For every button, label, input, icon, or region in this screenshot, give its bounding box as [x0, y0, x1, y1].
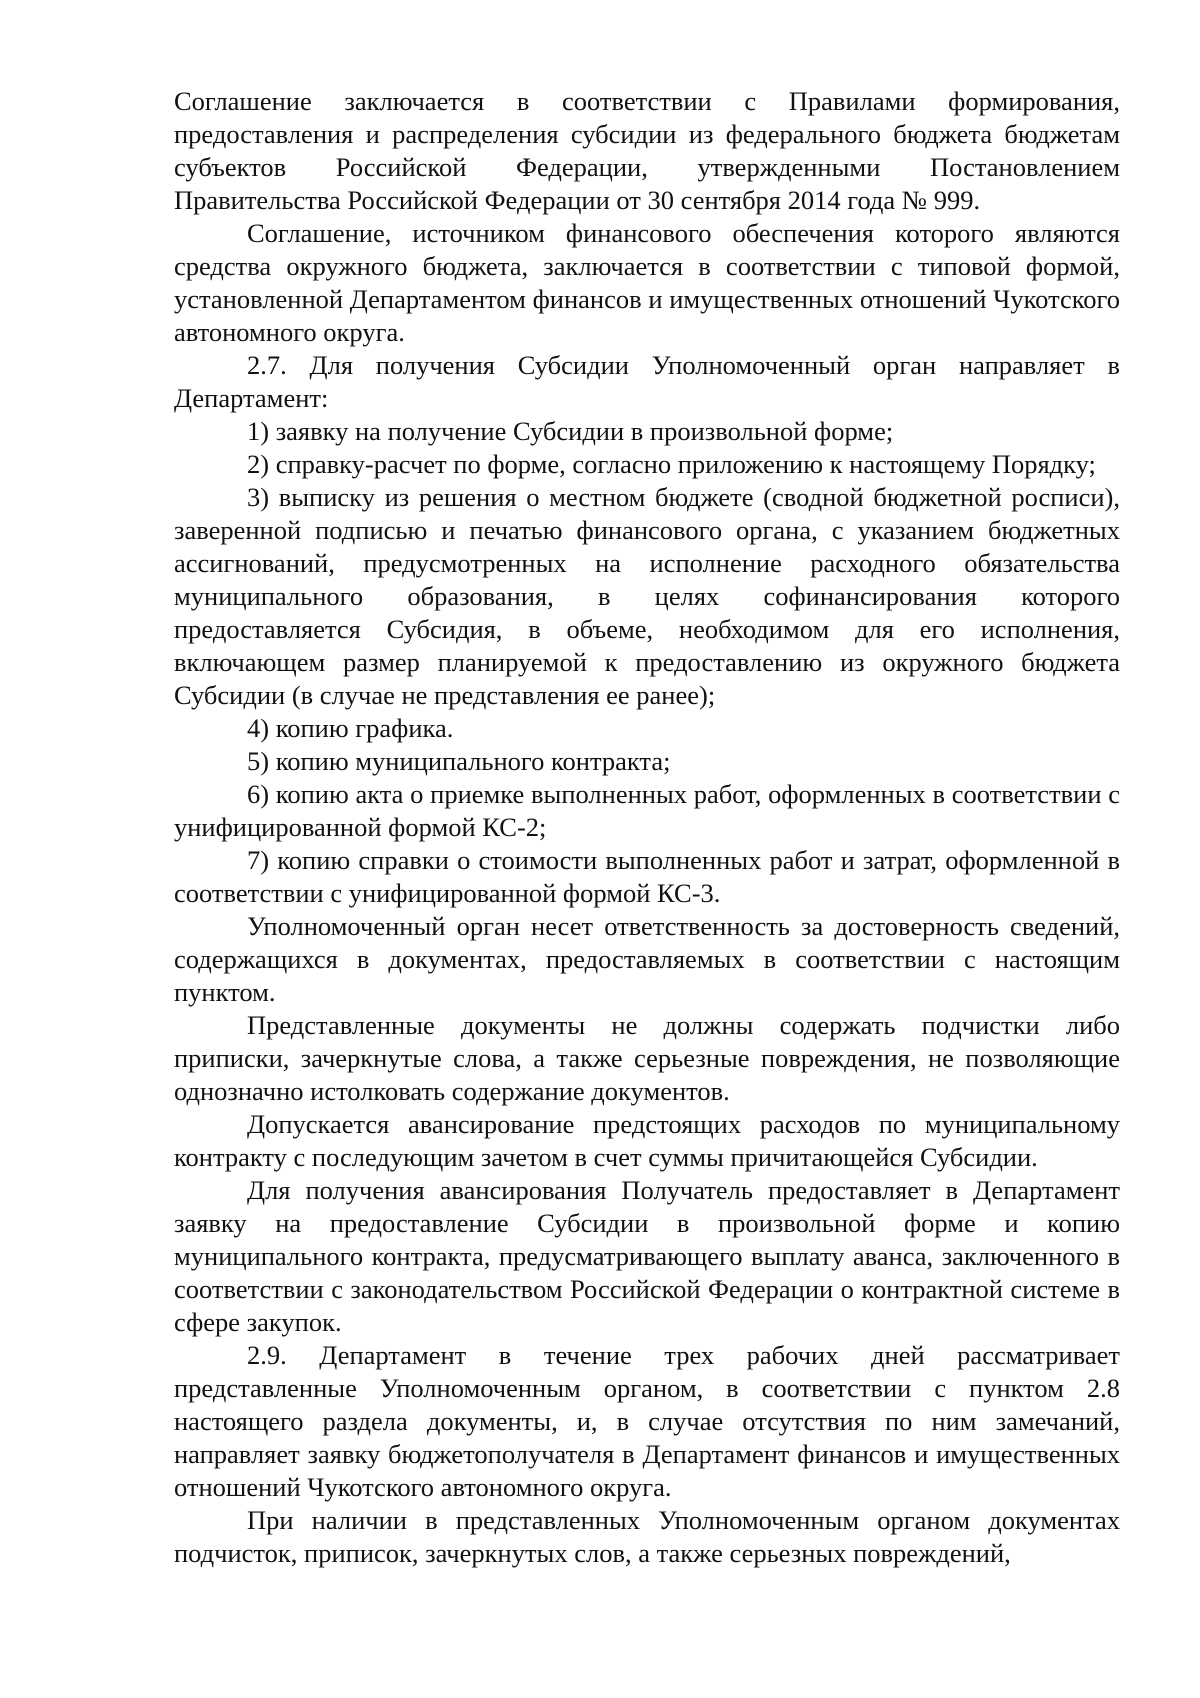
paragraph: При наличии в представленных Уполномоченным органом документах подчисток, приписок, зачеркнутых слов, а также серьезных повреждений,: [174, 1505, 1120, 1568]
list-item: 3) выписку из решения о местном бюджете (сводной бюджетной росписи), заверенной подписью и печатью финансового органа, с указанием бюджетных ассигнований, предусмотренных на исполнение расходного обязательства муниципального образования, в целях софинансирования которого предоставляется Субсидия, в объеме, необходимом для его исполнения, включающем размер планируемой к предоставлению из окружного бюджета Субсидии (в случае не представления ее ранее);: [174, 482, 1120, 710]
list-item: 7) копию справки о стоимости выполненных работ и затрат, оформленной в соответствии с унифицированной формой КС-3.: [174, 845, 1120, 908]
paragraph: Соглашение заключается в соответствии с Правилами формирования, предоставления и распределения субсидии из федерального бюджета бюджетам субъектов Российской Федерации, утвержденными Постановлением Правительства Российской Федерации от 30 сентября 2014 года № 999.: [174, 86, 1120, 215]
paragraph: Допускается авансирование предстоящих расходов по муниципальному контракту с последующим зачетом в счет суммы причитающейся Субсидии.: [174, 1109, 1120, 1172]
list-item: 4) копию графика.: [247, 713, 454, 743]
list-item: 2) справку-расчет по форме, согласно приложению к настоящему Порядку;: [247, 449, 1096, 479]
list-item: 5) копию муниципального контракта;: [247, 746, 671, 776]
paragraph-clause-2-9: 2.9. Департамент в течение трех рабочих дней рассматривает представленные Уполномоченным органом, в соответствии с пунктом 2.8 настоящего раздела документы, и, в случае отсутствия по ним замечаний, направляет заявку бюджетополучателя в Департамент финансов и имущественных отношений Чукотского автономного округа.: [174, 1340, 1120, 1502]
paragraph: Соглашение, источником финансового обеспечения которого являются средства окружного бюджета, заключается в соответствии с типовой формой, установленной Департаментом финансов и имущественных отношений Чукотского автономного округа.: [174, 218, 1120, 347]
paragraph-clause-2-7: 2.7. Для получения Субсидии Уполномоченный орган направляет в Департамент:: [174, 350, 1120, 413]
list-item: 6) копию акта о приемке выполненных работ, оформленных в соответствии с унифицированной формой КС-2;: [174, 779, 1120, 842]
document-body: [174, 85, 1120, 1570]
paragraph: Уполномоченный орган несет ответственность за достоверность сведений, содержащихся в документах, предоставляемых в соответствии с настоящим пунктом.: [174, 911, 1120, 1007]
paragraph: Для получения авансирования Получатель предоставляет в Департамент заявку на предоставление Субсидии в произвольной форме и копию муниципального контракта, предусматривающего выплату аванса, заключенного в соответствии с законодательством Российской Федерации о контрактной системе в сфере закупок.: [174, 1175, 1120, 1337]
paragraph: Представленные документы не должны содержать подчистки либо приписки, зачеркнутые слова, а также серьезные повреждения, не позволяющие однозначно истолковать содержание документов.: [174, 1010, 1120, 1106]
list-item: 1) заявку на получение Субсидии в произвольной форме;: [247, 416, 894, 446]
